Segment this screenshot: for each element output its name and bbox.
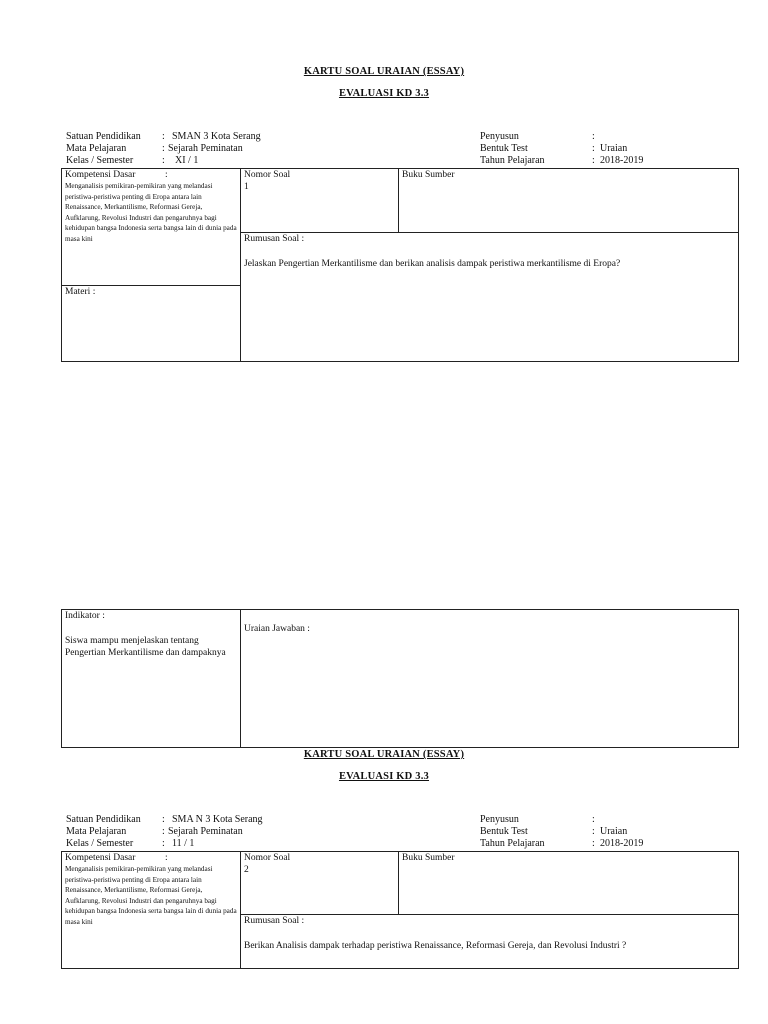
bentuk-value: Uraian bbox=[600, 826, 628, 837]
bentuk-label: Bentuk Test bbox=[480, 143, 528, 154]
satuan-value: SMAN 3 Kota Serang bbox=[172, 131, 261, 142]
card2-divider-v1 bbox=[240, 851, 241, 969]
card1-subtitle: EVALUASI KD 3.3 bbox=[338, 88, 430, 99]
kompetensi-label: Kompetensi Dasar bbox=[65, 170, 136, 180]
kompetensi-text: Menganalisis pemikiran-pemikiran yang melandasi peristiwa-peristiwa penting di Eropa antara lain Renaissance, Merkantilisme, Reformasi Gereja, Aufklarung, Revolusi Industri dan pengaruhnya bagi kehidupan bangsa Indonesia serta bangsa lain di dunia pada masa kini bbox=[65, 865, 237, 926]
mapel-label: Mata Pelajaran bbox=[66, 143, 127, 154]
kelas-value: 11 / 1 bbox=[172, 838, 195, 849]
satuan-sep: : bbox=[162, 131, 165, 142]
bentuk-value: Uraian bbox=[600, 143, 628, 154]
mapel-sep: : bbox=[162, 826, 165, 837]
card2-divider-v2 bbox=[398, 851, 399, 914]
satuan-sep: : bbox=[162, 814, 165, 825]
buku-sumber-label: Buku Sumber bbox=[402, 853, 455, 863]
indikator-text: Siswa mampu menjelaskan tentang Pengertian Merkantilisme dan dampaknya bbox=[65, 636, 226, 658]
kelas-value: XI / 1 bbox=[175, 155, 199, 166]
penyusun-sep: : bbox=[592, 131, 595, 142]
rumusan-soal-label: Rumusan Soal : bbox=[244, 234, 305, 244]
card1-divider-v1 bbox=[240, 168, 241, 362]
rumusan-soal-label: Rumusan Soal : bbox=[244, 916, 305, 926]
satuan-label: Satuan Pendidikan bbox=[66, 131, 141, 142]
card2-title: KARTU SOAL URAIAN (ESSAY) bbox=[303, 749, 465, 760]
tahun-label: Tahun Pelajaran bbox=[480, 838, 545, 849]
kompetensi-label: Kompetensi Dasar bbox=[65, 853, 136, 863]
bentuk-sep: : bbox=[592, 826, 595, 837]
kompetensi-sep: : bbox=[165, 170, 168, 180]
penyusun-sep: : bbox=[592, 814, 595, 825]
nomor-soal-value: 2 bbox=[244, 865, 249, 875]
rumusan-soal-text: Jelaskan Pengertian Merkantilisme dan berikan analisis dampak peristiwa merkantilisme di Eropa? bbox=[244, 259, 621, 269]
buku-sumber-label: Buku Sumber bbox=[402, 170, 455, 180]
card1-title: KARTU SOAL URAIAN (ESSAY) bbox=[303, 66, 465, 77]
rumusan-soal-text: Berikan Analisis dampak terhadap peristiwa Renaissance, Reformasi Gereja, dan Revolusi Industri ? bbox=[244, 941, 627, 951]
materi-label: Materi : bbox=[65, 287, 96, 297]
kompetensi-text: Menganalisis pemikiran-pemikiran yang melandasi peristiwa-peristiwa penting di Eropa antara lain Renaissance, Merkantilisme, Reformasi Gereja, Aufklarung, Revolusi Industri dan pengaruhnya bagi kehidupan bangsa Indonesia serta bangsa lain di dunia pada masa kini bbox=[65, 182, 237, 243]
mapel-value: Sejarah Peminatan bbox=[168, 143, 243, 154]
card1-divider-h2 bbox=[61, 285, 240, 286]
bentuk-label: Bentuk Test bbox=[480, 826, 528, 837]
tahun-label: Tahun Pelajaran bbox=[480, 155, 545, 166]
card1-divider-v2 bbox=[398, 168, 399, 232]
kompetensi-sep: : bbox=[165, 853, 168, 863]
indikator-table bbox=[61, 609, 739, 748]
penyusun-label: Penyusun bbox=[480, 814, 519, 825]
card1-divider-h1 bbox=[240, 232, 739, 233]
tahun-value: 2018-2019 bbox=[600, 155, 644, 166]
tahun-sep: : bbox=[592, 155, 595, 166]
nomor-soal-value: 1 bbox=[244, 182, 249, 192]
indikator-label: Indikator : bbox=[65, 611, 105, 621]
satuan-value: SMA N 3 Kota Serang bbox=[172, 814, 263, 825]
penyusun-label: Penyusun bbox=[480, 131, 519, 142]
mapel-sep: : bbox=[162, 143, 165, 154]
card2-subtitle: EVALUASI KD 3.3 bbox=[338, 771, 430, 782]
indikator-divider-v bbox=[240, 609, 241, 748]
kelas-label: Kelas / Semester bbox=[66, 155, 134, 166]
kelas-sep: : bbox=[162, 838, 165, 849]
card2-divider-h1 bbox=[240, 914, 739, 915]
uraian-jawaban-label: Uraian Jawaban : bbox=[244, 624, 310, 634]
nomor-soal-label: Nomor Soal bbox=[244, 170, 291, 180]
mapel-value: Sejarah Peminatan bbox=[168, 826, 243, 837]
nomor-soal-label: Nomor Soal bbox=[244, 853, 291, 863]
satuan-label: Satuan Pendidikan bbox=[66, 814, 141, 825]
tahun-sep: : bbox=[592, 838, 595, 849]
tahun-value: 2018-2019 bbox=[600, 838, 644, 849]
bentuk-sep: : bbox=[592, 143, 595, 154]
kelas-label: Kelas / Semester bbox=[66, 838, 134, 849]
kelas-sep: : bbox=[162, 155, 165, 166]
mapel-label: Mata Pelajaran bbox=[66, 826, 127, 837]
